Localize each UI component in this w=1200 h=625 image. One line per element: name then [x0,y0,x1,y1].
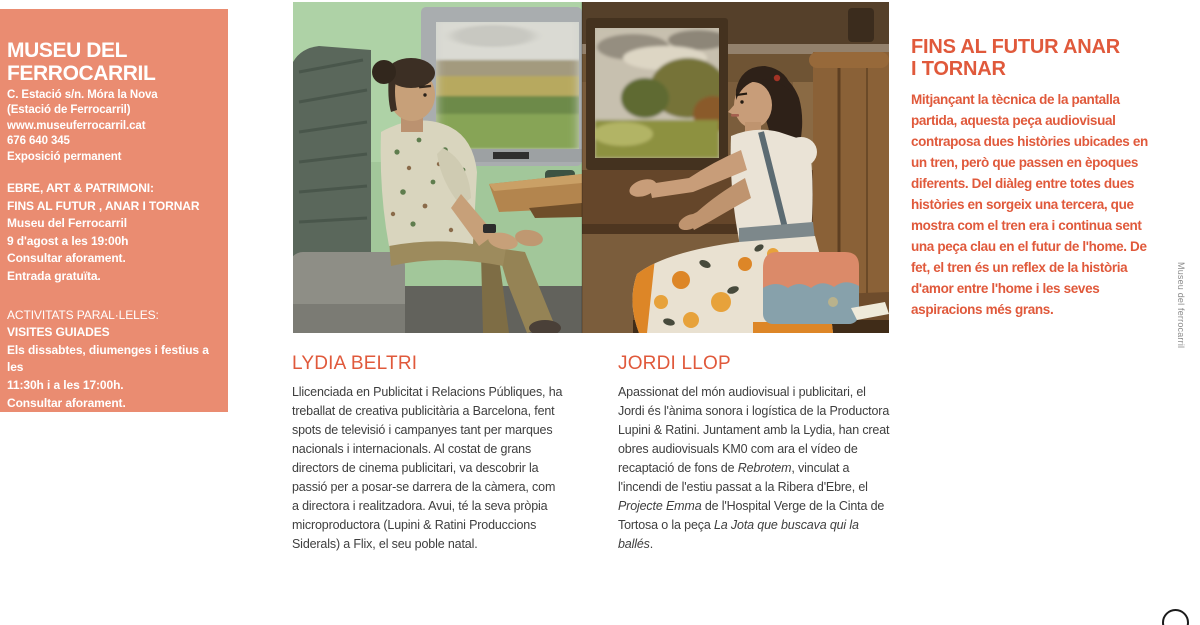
article-body: Mitjançant la tècnica de la pantalla partida, aquesta peça audiovisual contraposa dues històries ubicades en un tren, però que passen en èpoques diferents. Del diàleg entre totes dues històries en sorgeix una tercera, que mostra com el tren era i continua sent una peça clau en el futur de l'home. De fet, el tren és un reflex de la història d'amor entre l'home i les seves aspiracions més grans. [911,92,1148,317]
bio-name-lydia: LYDIA BELTRI [292,353,418,374]
train-scene-illustration [293,2,889,333]
museum-phone: 676 640 345 [7,135,70,148]
activities-schedule-line1: Els dissabtes, diumenges i festius a les [7,342,209,375]
article-column [911,36,1151,320]
info-sidebar [0,9,228,412]
event-series-label: EBRE, ART & PATRIMONI: [7,181,154,196]
activities-schedule-line2: 11:30h i a les 17:00h. [7,377,124,392]
page-corner-circle-glyph [1162,609,1189,625]
event-venue: Museu del Ferrocarril [7,216,127,231]
museum-exhibition-note: Exposició permanent [7,150,122,163]
split-screen-divider [581,2,583,333]
activities-title: VISITES GUIADES [7,325,110,340]
right-scene-brown-carriage [582,2,889,333]
bio-name-jordi: JORDI LLOP [618,353,731,374]
hair-clip [774,75,780,81]
museum-title [7,39,216,85]
left-scene-green-carriage [293,2,582,333]
bio-column-lydia [292,354,564,554]
bio-column-jordi [618,354,893,554]
hair-bun [372,60,396,84]
bio-text-lydia: Llicenciada en Publicitat i Relacions Públiques, ha treballat de creativa publicitària a Barcelona, fent spots de televisió i campanyes tant per marques nacionals i internacionals. Al costat de grans directors de cinema publicitari, va descobrir la passió per a posar-se darrera de la càmera, com a directora i realitzadora. Avui, té la seva pròpia microproductora (Lupini & Ratini Produccions Siderals) a Flix, el seu poble natal. [292,385,563,551]
museum-address-line2: (Estació de Ferrocarril) [7,104,131,117]
article-title-line2: I TORNAR [911,58,1006,80]
right-train-window [586,18,733,170]
article-title-line1: FINS AL FUTUR ANAR [911,36,1120,58]
article-title [911,36,1151,80]
museum-contact-block [7,88,216,165]
event-title: FINS AL FUTUR , ANAR I TORNAR [7,198,200,213]
bio-text-jordi: Apassionat del món audiovisual i publicitari, el Jordi és l'ànima sonora i logística de la Productora Lupini & Ratini. Juntament amb la Lydia, han creat obres audiovisuals KM0 com ara el vídeo de recaptació de fons de Rebrotem, vinculat a l'incendi de l'estiu passat a la Ribera d'Ebre, el Projecte Emma de l'Hospital Verge de la Cinta de Tortosa o la peça La Jota que buscava qui la ballés. [618,385,890,551]
event-datetime: 9 d'agost a les 19:00h [7,233,129,248]
parallel-activities [7,307,216,413]
museum-title-line2: FERROCARRIL [7,62,156,85]
handbag [763,252,859,324]
split-screen-train-photo [293,2,889,333]
event-admission-note: Entrada gratuïta. [7,269,101,283]
museum-website-link[interactable]: www.museuferrocarril.cat [7,119,146,132]
activities-capacity-note: Consultar aforament. [7,395,126,410]
museum-title-line1: MUSEU DEL [7,39,128,62]
event-listing [7,180,216,286]
activities-label: ACTIVITATS PARAL·LELES: [7,307,159,322]
event-capacity-note: Consultar aforament. [7,251,126,266]
photo-credit-vertical: Museu del ferrocarril [1176,262,1186,349]
museum-address-line1: C. Estació s/n. Móra la Nova [7,89,158,101]
